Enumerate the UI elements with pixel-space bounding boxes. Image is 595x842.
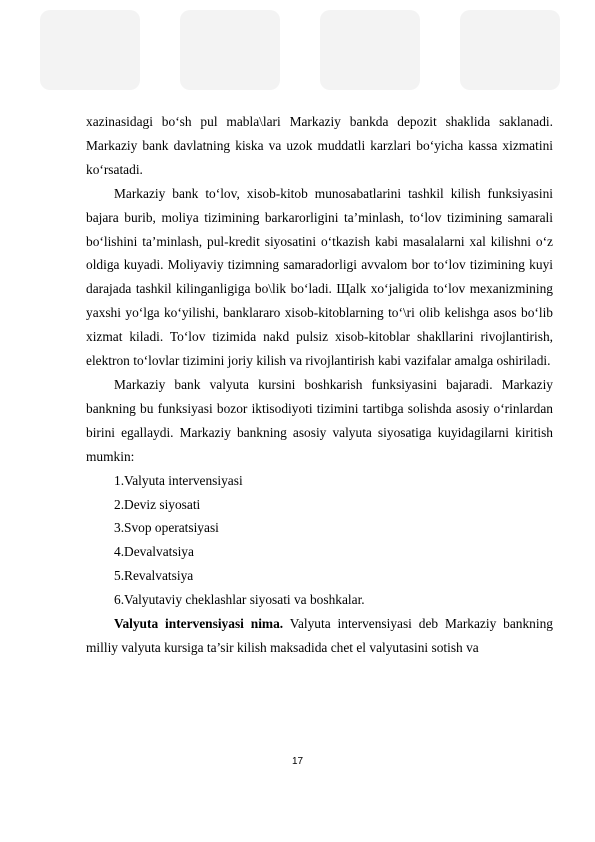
- intro-paragraph: xazinasidagi bo‘sh pul mabla\lari Markaziy bankda depozit shaklida saklanadi. Markaziy bank davlatning kiska va uzok muddatli karzlari bo‘yicha kassa xizmatini ko‘rsatadi.: [86, 114, 553, 177]
- document-body: [86, 110, 553, 660]
- term-definition: Valyuta intervensiyasi deb Markaziy bankning milliy valyuta kursiga ta’sir kilish maksadida chet el valyutasini sotish va: [86, 616, 553, 655]
- list-item: 2.Deviz siyosati: [114, 496, 201, 512]
- list-item: 6.Valyutaviy cheklashlar siyosati va boshkalar.: [114, 592, 365, 608]
- list-item: 5.Revalvatsiya: [114, 568, 194, 584]
- term-heading: Valyuta intervensiyasi nima.: [114, 616, 284, 632]
- policy-list: [86, 469, 553, 612]
- list-item: 3.Svop operatsiyasi: [114, 520, 219, 536]
- paragraph-currency-policy: Markaziy bank valyuta kursini boshkarish funksiyasini bajaradi. Markaziy bankning bu funksiyasi bozor iktisodiyoti tizimini tartibga solishda asosiy o‘rinlardan birini egallaydi. Markaziy bankning asosiy valyuta siyosatiga kuyidagilarni kiritish mumkin:: [86, 376, 553, 464]
- list-item: 4.Devalvatsiya: [114, 544, 194, 560]
- page-number: 17: [291, 756, 304, 767]
- list-item: 1.Valyuta intervensiyasi: [114, 472, 243, 488]
- paragraph-payment-system: Markaziy bank to‘lov, xisob-kitob munosabatlarini tashkil kilish funksiyasini bajara burib, moliya tizimining barkarorligini ta’minlash, to‘lov tizimining samarali bo‘lishini ta’minlash, pul-kredit siyosatini o‘tkazish kabi masalalarni xal kilishni o‘z oldiga kuyadi. Moliyaviy tizimning samaradorligi avvalom bor to‘lov tizimining kuyi darajada tashkil kilinganligiga bo\lik bo‘ladi. Щalk xo‘jaligida to‘lov mexanizmining yaxshi yo‘lga ko‘yilishi, banklararo xisob-kitoblarning to‘\ri olib kelishga asos bo‘lib xizmat kiladi. To‘lov tizimida nakd pulsiz xisob-kitoblar shakllarini rivojlantirish, elektron to‘lovlar tizimini joriy kilish va rivojlantirish kabi vazifalar amalga oshiriladi.: [86, 185, 553, 369]
- final-paragraph: [86, 612, 553, 660]
- watermark-tiles: [40, 10, 560, 90]
